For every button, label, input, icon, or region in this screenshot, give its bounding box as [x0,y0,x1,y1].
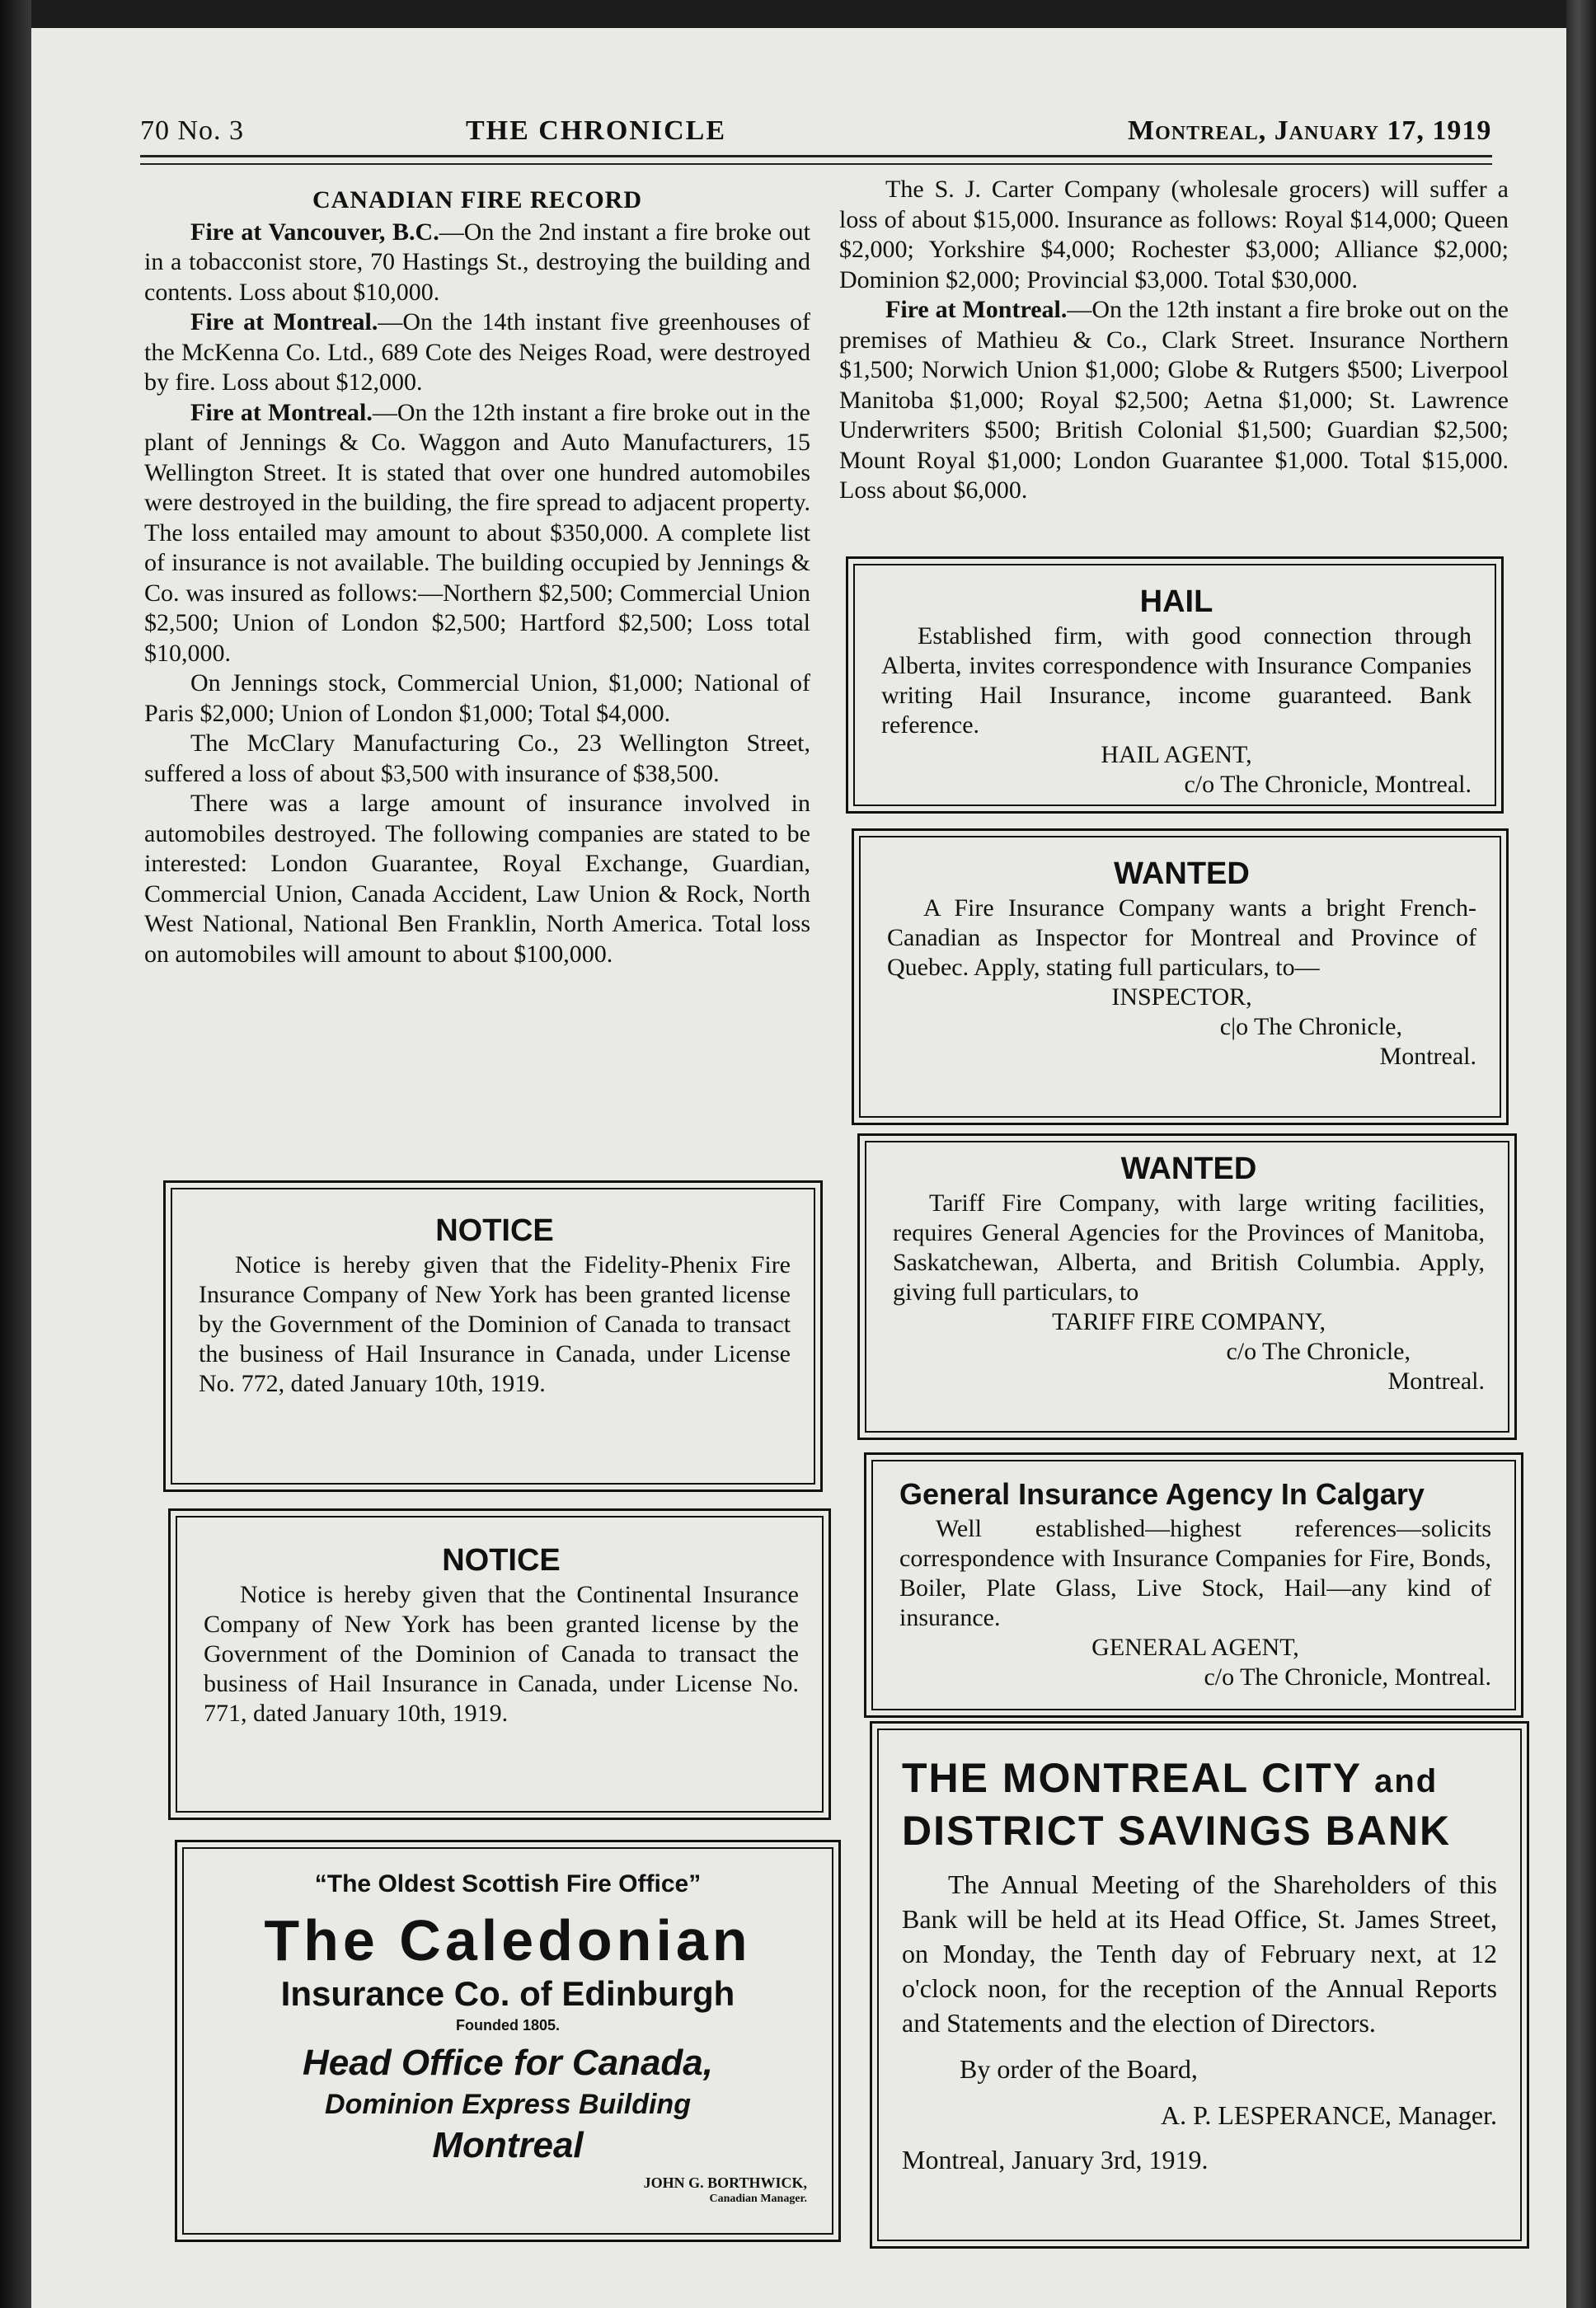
scan-right-edge [1566,0,1596,2308]
calgary-body: Well established—highest references—solicits correspondence with Insurance Companies for Fire, Bonds, Boiler, Plate Glass, Live Stock, Hail—any kind of insurance. [899,1515,1491,1631]
wanted-body: A Fire Insurance Company wants a bright French-Canadian as Inspector for Montreal and Province of Quebec. Apply, stating full particulars, to— [887,894,1476,981]
notice-body: Notice is hereby given that the Continental Insurance Company of New York has been granted license by the Government of the Dominion of Canada to transact the business of Hail Insurance in Canada, under License No. 771, dated January 10th, 1919. [204,1581,799,1727]
fire-record-paragraph: The S. J. Carter Company (wholesale grocers) will suffer a loss of about $15,000. Insurance as follows: Royal $14,000; Queen $2,000; Yorkshire $4,000; Rochester $3,000; Alliance $2,000; Dominion $2,000; Provincial $3,000. Total $30,000. [839,176,1509,293]
calgary-agent: GENERAL AGENT, [1091,1634,1299,1661]
notice-title: NOTICE [442,1543,561,1578]
bank-date: Montreal, January 3rd, 1919. [902,2145,1209,2174]
fire-record-item: Fire at Montreal.—On the 12th instant a fire broke out on the premises of Mathieu & Co., Clark Street. Insurance Northern $1,500; Norwich Union $1,000; Globe & Rutgers $500; Liverpool Manitoba $1,000; Royal $2,500; Aetna $1,000; St. Lawrence Underwriters $500; British Colonial $1,500; Guardian $2,500; Mount Royal $1,000; London Guarantee $1,000. Total $15,000. Loss about $6,000. [839,296,1509,504]
hail-advert [846,556,1504,814]
wanted-addressee: INSPECTOR, [1111,983,1252,1011]
wanted-title: WANTED [1114,856,1250,891]
wanted-inspector-advert [852,828,1509,1125]
notice-continental [168,1508,831,1820]
caledonian-advert [175,1840,841,2242]
fire-record-item: Fire at Montreal.—On the 14th instant five greenhouses of the McKenna Co. Ltd., 689 Cote des Neiges Road, were destroyed by fire. Loss about $12,000. [144,308,811,396]
fire-record-continued [839,175,1509,506]
fire-record-column [144,185,810,969]
notice-body: Notice is hereby given that the Fidelity-Phenix Fire Insurance Company of New York has been granted license by the Government of the Dominion of Canada to transact the business of Hail Insurance in Canada, under License No. 772, dated January 10th, 1919. [199,1251,791,1397]
bank-manager: A. P. LESPERANCE, Manager. [1161,2100,1497,2130]
wanted-addressee: TARIFF FIRE COMPANY, [1052,1308,1326,1335]
notice-fidelity-phenix [163,1180,823,1492]
fire-record-paragraph: The McClary Manufacturing Co., 23 Wellington Street, suffered a loss of about $3,500 with insurance of $38,500. [144,729,810,787]
calgary-address: c/o The Chronicle, Montreal. [1204,1663,1491,1691]
caledonian-slogan: “The Oldest Scottish Fire Office” [314,1870,702,1898]
fire-record-item: Fire at Vancouver, B.C.—On the 2nd instant a fire broke out in a tobacconist store, 70 Hastings St., destroying the building and contents. Loss about $10,000. [144,218,810,306]
wanted-title: WANTED [1120,1152,1257,1186]
hail-body: Established firm, with good connection through Alberta, invites correspondence with Insurance Companies writing Hail Insurance, income guaranteed. Bank reference. [881,622,1472,739]
notice-title: NOTICE [435,1213,554,1248]
bank-body: The Annual Meeting of the Shareholders of this Bank will be held at its Head Office, St. James Street, on Monday, the Tenth day of February next, at 12 o'clock noon, for the reception of the Annual Reports and Statements and the election of Directors. [902,1869,1497,2038]
caledonian-manager: JOHN G. BORTHWICK, Canadian Manager. [643,2174,807,2205]
hail-address: c/o The Chronicle, Montreal. [1184,771,1472,798]
scan-left-edge [0,0,31,2308]
savings-bank-advert [870,1721,1529,2249]
caledonian-name: The Caledonian [264,1908,752,1973]
bank-title: THE MONTREAL CITY and [902,1755,1439,1801]
wanted-body: Tariff Fire Company, with large writing facilities, requires General Agencies for the Provinces of Manitoba, Saskatchewan, Alberta, and British Columbia. Apply, giving full particulars, to [893,1189,1485,1306]
bank-title-line2: DISTRICT SAVINGS BANK [902,1808,1452,1854]
wanted-address: c|o The Chronicle, [1219,1013,1402,1040]
wanted-agencies-advert [857,1133,1517,1440]
wanted-city: Montreal. [1387,1367,1485,1395]
calgary-title: General Insurance Agency In Calgary [899,1477,1425,1511]
bank-order: By order of the Board, [960,2054,1198,2084]
header-rule [140,155,1492,157]
hail-title: HAIL [1139,584,1213,619]
dateline: Montreal, January 17, 1919 [1128,115,1492,146]
header-rule-thin [140,163,1492,165]
caledonian-city: Montreal [432,2125,584,2165]
fire-record-item: Fire at Montreal.—On the 12th instant a fire broke out in the plant of Jennings & Co. Waggon and Auto Manufacturers, 15 Wellington Street. It is stated that over one hundred automobiles were destroyed in the building, the fire spread to adjacent property. The loss entailed may amount to about $350,000. A complete list of insurance is not available. The building occupied by Jennings & Co. was insured as follows:—Northern $2,500; Commercial Union $2,500; Union of London $2,500; Hartford $2,500; Loss total $10,000. [144,398,810,667]
wanted-address: c/o The Chronicle, [1226,1338,1411,1365]
page-number: 70 No. 3 [140,115,245,146]
calgary-agency-advert [864,1452,1523,1718]
fire-record-paragraph: On Jennings stock, Commercial Union, $1,000; National of Paris $2,000; Union of London $1,000; Total $4,000. [144,669,810,727]
wanted-city: Montreal. [1379,1043,1476,1070]
hail-agent: HAIL AGENT, [1101,741,1252,768]
caledonian-founded: Founded 1805. [455,2017,561,2034]
caledonian-building: Dominion Express Building [325,2089,691,2120]
journal-title: THE CHRONICLE [466,115,726,146]
fire-record-title: CANADIAN FIRE RECORD [312,186,642,213]
caledonian-subtitle: Insurance Co. of Edinburgh [280,1974,735,2013]
fire-record-paragraph: There was a large amount of insurance involved in automobiles destroyed. The following companies are stated to be interested: London Guarantee, Royal Exchange, Guardian, Commercial Union, Canada Accident, Law Union & Rock, North West National, National Ben Franklin, North America. Total loss on automobiles will amount to about $100,000. [144,790,810,968]
caledonian-head-office: Head Office for Canada, [303,2043,713,2083]
